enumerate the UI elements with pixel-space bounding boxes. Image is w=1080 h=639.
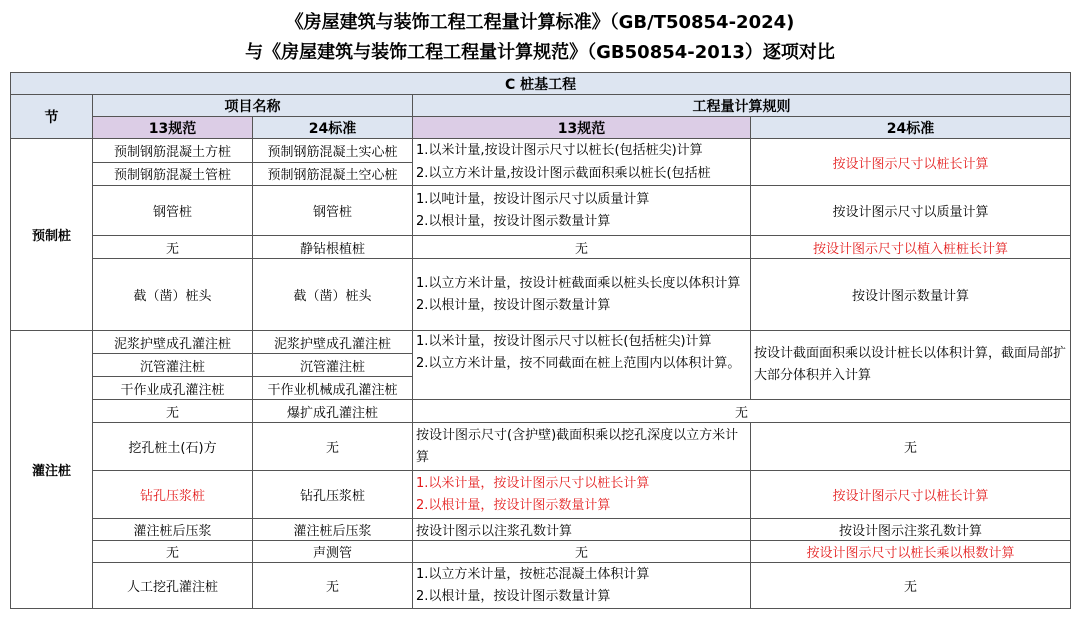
table-row <box>11 519 1071 541</box>
rule-line: 2.以根计量，按设计图示数量计算 <box>416 213 611 229</box>
name-24: 泥浆护壁成孔灌注桩 <box>253 331 413 354</box>
chapter-header: C 桩基工程 <box>11 73 1071 95</box>
rule-24: 按设计图示数量计算 <box>751 259 1071 331</box>
name-13: 人工挖孔灌注桩 <box>93 563 253 609</box>
table-row <box>11 186 1071 236</box>
rule-24: 按设计截面面积乘以设计桩长以体积计算，截面局部扩大部分体积并入计算 <box>751 331 1071 400</box>
rule-subheader-13: 13规范 <box>413 117 751 139</box>
rule-13: 1.以米计量，按设计图示尺寸以桩长(包括桩尖)计算 2.以立方米计量，按不同截面在桩上范围内以体积计算。 <box>413 331 751 400</box>
rule-line: 2.以根计量，按设计图示数量计算 <box>416 588 611 604</box>
rule-24: 无 <box>751 423 1071 471</box>
rule-24: 按设计图示尺寸以桩长计算 <box>751 471 1071 519</box>
rule-13 <box>413 471 751 519</box>
rules-header: 工程量计算规则 <box>413 95 1071 117</box>
table-row <box>11 139 1071 163</box>
name-13: 无 <box>93 541 253 563</box>
rule-24: 按设计图示尺寸以桩长乘以根数计算 <box>751 541 1071 563</box>
section-column-header: 节 <box>11 95 93 139</box>
rule-24: 按设计图示尺寸以桩长计算 <box>751 139 1071 186</box>
rule-13: 无 <box>413 541 751 563</box>
rule-13 <box>413 139 751 186</box>
name-24: 钢管桩 <box>253 186 413 236</box>
name-13: 钢管桩 <box>93 186 253 236</box>
name-24: 无 <box>253 563 413 609</box>
name-13: 无 <box>93 236 253 259</box>
name-13: 干作业成孔灌注桩 <box>93 377 253 400</box>
comparison-table <box>10 72 1071 609</box>
name-24: 沉管灌注桩 <box>253 354 413 377</box>
subheader-24: 24标准 <box>253 117 413 139</box>
name-13: 预制钢筋混凝土方桩 <box>93 139 253 163</box>
rule-24: 按设计图示注浆孔数计算 <box>751 519 1071 541</box>
subheader-13: 13规范 <box>93 117 253 139</box>
name-13: 沉管灌注桩 <box>93 354 253 377</box>
rule-13 <box>413 186 751 236</box>
name-13: 灌注桩后压浆 <box>93 519 253 541</box>
rule-13: 按设计图示尺寸(含护壁)截面积乘以挖孔深度以立方米计算 <box>413 423 751 471</box>
rule-line: 1.以米计量，按设计图示尺寸以桩长计算 <box>416 475 650 491</box>
rule-line: 2.以根计量，按设计图示数量计算 <box>416 497 611 513</box>
rule-13 <box>413 563 751 609</box>
rule-line: 1.以吨计量，按设计图示尺寸以质量计算 <box>416 191 650 207</box>
table-row <box>11 400 1071 423</box>
name-24: 预制钢筋混凝土空心桩 <box>253 162 413 186</box>
name-13: 截（凿）桩头 <box>93 259 253 331</box>
table-row <box>11 541 1071 563</box>
name-24: 爆扩成孔灌注桩 <box>253 400 413 423</box>
rule-merged: 无 <box>413 400 1071 423</box>
name-13: 挖孔桩土(石)方 <box>93 423 253 471</box>
name-24: 无 <box>253 423 413 471</box>
rule-24: 按设计图示尺寸以质量计算 <box>751 186 1071 236</box>
section-cast: 灌注桩 <box>11 331 93 609</box>
title-line-2: 与《房屋建筑与装饰工程工程量计算规范》（GB50854-2013）逐项对比 <box>245 42 835 63</box>
name-13: 无 <box>93 400 253 423</box>
item-name-header: 项目名称 <box>93 95 413 117</box>
table-row <box>11 423 1071 471</box>
rule-13: 按设计图示以注浆孔数计算 <box>413 519 751 541</box>
table-row <box>11 331 1071 354</box>
section-precast: 预制桩 <box>11 139 93 331</box>
name-24: 干作业机械成孔灌注桩 <box>253 377 413 400</box>
rule-13: 无 <box>413 236 751 259</box>
name-24: 预制钢筋混凝土实心桩 <box>253 139 413 163</box>
name-24: 截（凿）桩头 <box>253 259 413 331</box>
rule-line: 2.以立方米计量,按设计图示截面积乘以桩长(包括桩 <box>416 166 711 181</box>
name-24: 灌注桩后压浆 <box>253 519 413 541</box>
name-24: 钻孔压浆桩 <box>253 471 413 519</box>
rule-line: 1.以米计量,按设计图示尺寸以桩长(包括桩尖)计算 <box>416 143 703 158</box>
name-13: 预制钢筋混凝土管桩 <box>93 162 253 186</box>
table-row <box>11 236 1071 259</box>
table-row <box>11 563 1071 609</box>
rule-subheader-24: 24标准 <box>751 117 1071 139</box>
rule-line: 1.以立方米计量，按桩芯混凝土体积计算 <box>416 566 650 582</box>
table-row <box>11 471 1071 519</box>
rule-13: 1.以立方米计量，按设计桩截面乘以桩头长度以体积计算 2.以根计量，按设计图示数量计算 <box>413 259 751 331</box>
name-24: 声测管 <box>253 541 413 563</box>
name-13: 钻孔压浆桩 <box>93 471 253 519</box>
table-row <box>11 259 1071 331</box>
rule-24: 按设计图示尺寸以植入桩桩长计算 <box>751 236 1071 259</box>
name-13: 泥浆护壁成孔灌注桩 <box>93 331 253 354</box>
rule-24: 无 <box>751 563 1071 609</box>
name-24: 静钻根植桩 <box>253 236 413 259</box>
title-line-1: 《房屋建筑与装饰工程工程量计算标准》（GB/T50854-2024) <box>285 12 795 33</box>
